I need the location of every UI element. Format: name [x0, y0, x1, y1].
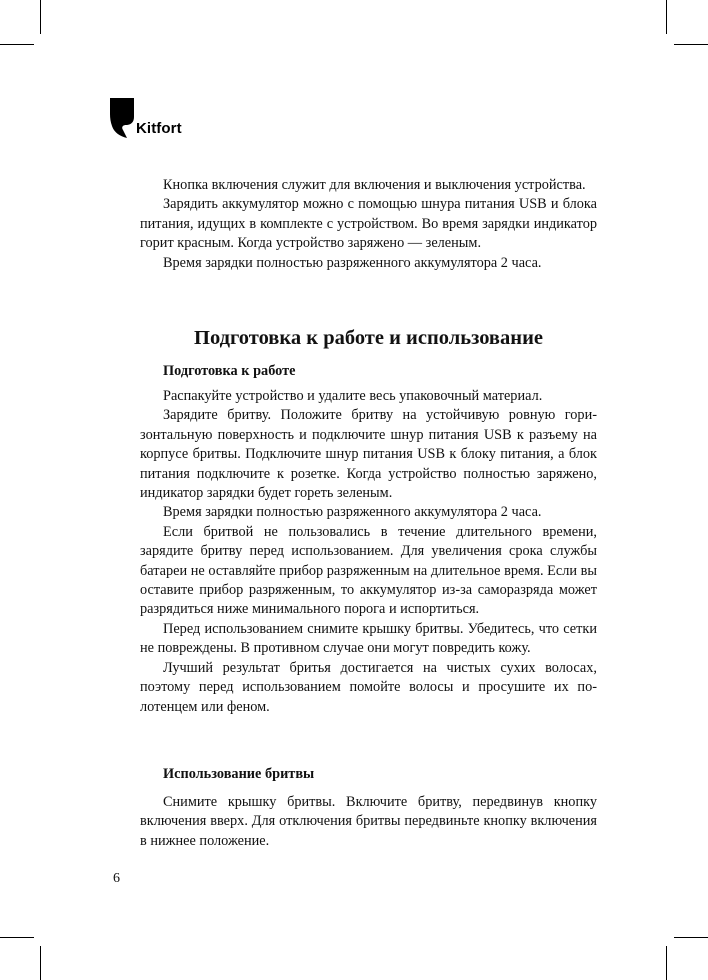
paragraph: Снимите крышку бритвы. Включите бритву, передвинув кнопку включения вверх. Для отключения бритвы передвиньте кнопку включения в нижнее положение. — [140, 794, 597, 849]
crop-mark — [666, 946, 667, 980]
paragraph: Время зарядки полностью разряженного аккумулятора 2 часа. — [163, 504, 542, 521]
paragraph: Перед использованием снимите крышку бритвы. Убедитесь, что сетки не повреждены. В противном случае они могут повредить кожу. — [140, 620, 597, 657]
usage-text — [140, 793, 597, 851]
paragraph: Зарядите бритву. Положите бритву на устойчивую ровную горизонтальную поверхность и подключите шнур питания USB к разъему на корпусе бритвы. Подключите шнур питания USB к блоку питания, а блок питания подключите к розетке. Когда устройство полностью заряжено, индикатор зарядки будет гореть зеленым. — [140, 407, 597, 502]
paragraph: Зарядить аккумулятор можно с помощью шнура питания USB и блока питания, идущих в комплекте с устройством. Во время зарядки индикатор горит красным. Когда устройство заряжено — зеленым. — [140, 196, 597, 252]
paragraph: Распакуйте устройство и удалите весь упаковочный материал. — [163, 388, 543, 404]
crop-mark — [666, 0, 667, 34]
page-number: 6 — [113, 871, 120, 886]
crop-mark — [40, 0, 41, 34]
crop-mark — [0, 44, 34, 45]
crop-mark — [674, 44, 708, 45]
preparation-text — [140, 387, 597, 717]
crop-mark — [674, 937, 708, 938]
kitfort-logo-icon — [110, 98, 134, 138]
paragraph: Кнопка включения служит для включения и выключения устройства. — [163, 177, 586, 193]
paragraph: Если бритвой не пользовались в течение длительного времени, зарядите бритву перед использованием. Для увеличения срока службы батареи не оставляйте прибор разряженным на длительное время. Если вы оставите прибор разряженным, то аккумулятор из-за саморазряда может разрядиться ниже минимального порога и испортиться. — [140, 523, 597, 618]
crop-mark — [0, 937, 34, 938]
section-title: Подготовка к работе и использование — [194, 327, 543, 349]
paragraph: Время зарядки полностью разряженного аккумулятора 2 часа. — [163, 254, 542, 271]
subsection-title: Использование бритвы — [163, 766, 315, 782]
paragraph: Лучший результат бритья достигается на чистых сухих волосах, поэтому перед использованием помойте волосы и просушите их полотенцем или феном. — [140, 659, 597, 715]
brand-logo — [110, 98, 182, 138]
subsection-title: Подготовка к работе — [163, 363, 296, 379]
crop-mark — [40, 946, 41, 980]
brand-name: Kitfort — [136, 120, 182, 137]
intro-text — [140, 176, 597, 273]
